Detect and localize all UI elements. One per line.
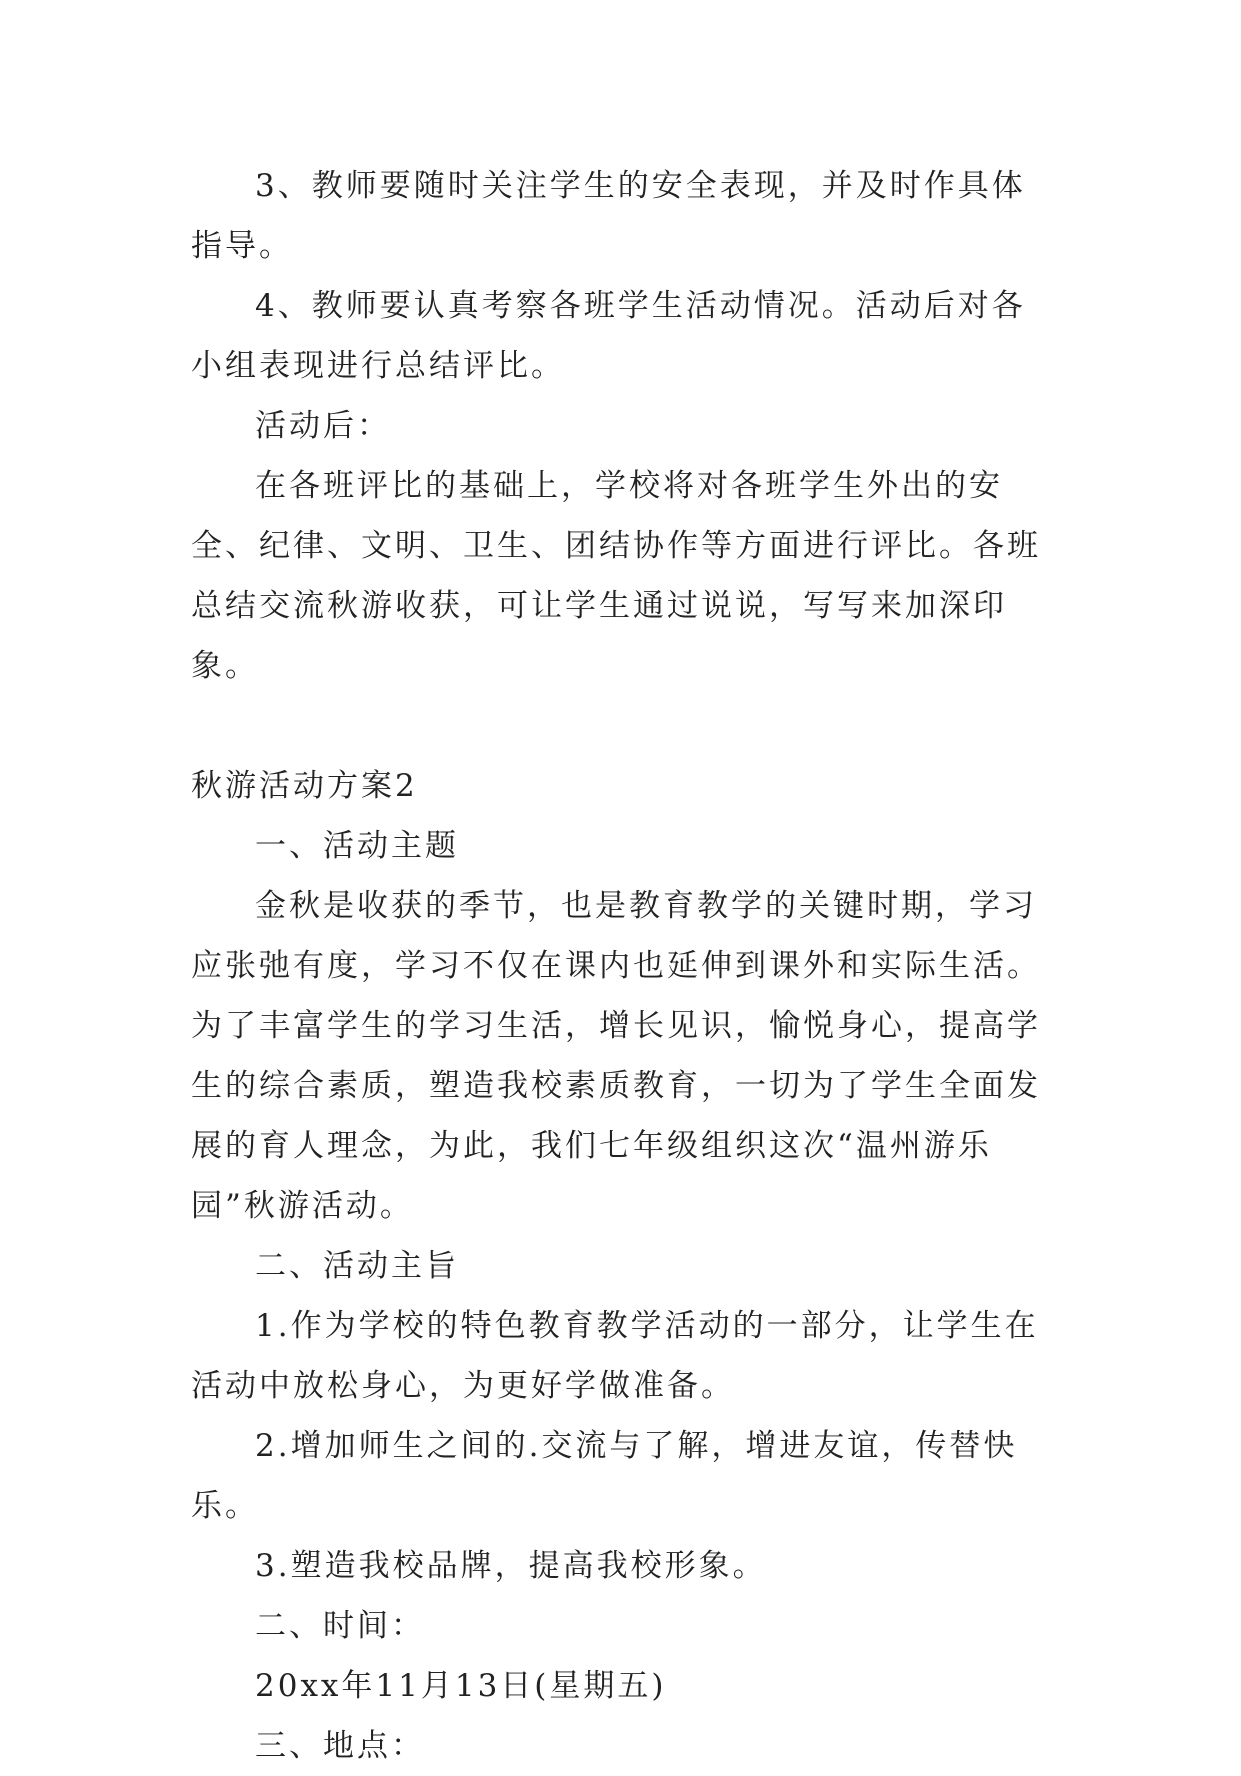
paragraph-purpose-2: 2.增加师生之间的.交流与了解，增进友谊，传替快乐。 [191,1428,1018,1524]
paragraph-purpose-3: 3.塑造我校品牌，提高我校形象。 [255,1548,767,1584]
heading-place: 三、地点： [255,1728,425,1764]
heading-time: 二、时间： [255,1608,425,1644]
paragraph-item-3: 3、教师要随时关注学生的安全表现，并及时作具体指导。 [191,168,1026,264]
paragraph-item-4: 4、教师要认真考察各班学生活动情况。活动后对各小组表现进行总结评比。 [191,288,1026,384]
heading-after-activity: 活动后： [255,408,391,444]
paragraph-activity-theme: 金秋是收获的季节，也是教育教学的关键时期，学习应张弛有度，学习不仅在课内也延伸到课外和实际生活。为了丰富学生的学习生活，增长见识，愉悦身心，提高学生的综合素质，塑造我校素质教育，一切为了学生全面发展的育人理念，为此，我们七年级组织这次“温州游乐园”秋游活动。 [191,888,1041,1224]
heading-activity-purpose: 二、活动主旨 [255,1248,459,1284]
paragraph-time-value: 20xx年11月13日(星期五) [255,1668,667,1704]
section-title: 秋游活动方案2 [191,768,418,804]
heading-activity-theme: 一、活动主题 [255,828,459,864]
document-body [191,156,1051,1776]
section-gap [191,696,1051,756]
paragraph-after-activity: 在各班评比的基础上，学校将对各班学生外出的安全、纪律、文明、卫生、团结协作等方面进行评比。各班总结交流秋游收获，可让学生通过说说，写写来加深印象。 [191,468,1041,684]
paragraph-purpose-1: 1.作为学校的特色教育教学活动的一部分，让学生在活动中放松身心，为更好学做准备。 [191,1308,1039,1404]
